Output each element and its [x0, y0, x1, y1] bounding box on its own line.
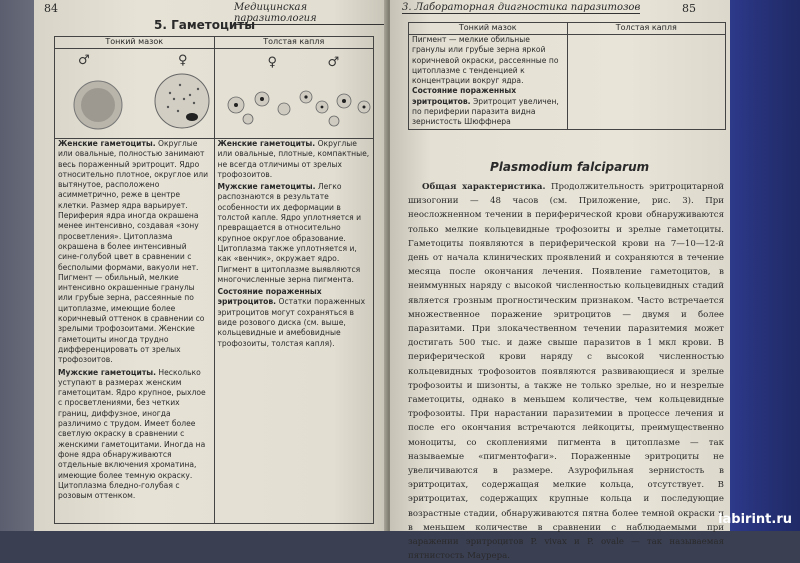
thick-female-text: Округлые или овальные, плотные, компактные, не всегда отличимы от зрелых трофозоитов.: [217, 139, 370, 179]
general-characteristics-text: Продолжительность эритроцитарной шизогонии — 48 часов (см. Приложение, рис. 3). При неосложненном течении в периферической крови обнаруживаются только мелкие кольцевидные трофозоиты и зрелые гаметоциты. Гаметоциты появляются в периферической крови на 7—10—12-й день от начала клинических проявлений и сохраняются в течение месяца после окончания лечения. Появление гаметоцитов, в неиммунных наряду с высокой численностью кольцевидных стадий является грозным прогностическим признаком. Часто встречается множественное поражение эритроцитов — двумя и более паразитами. При злокачественном течении паразитемия может достигать 500 тыс. и даже свыше паразитов в 1 мкл крови. В периферической крови наряду с высокой численностью кольцевидных трофозоитов появляются развивающиеся и зрелые трофозоиты и шизонты, а также не только зрелые, но и незрелые гаметоциты, однако в меньшем количестве, чем кольцевидные трофозоиты. При нарастании паразитемии в процессе лечения и после его окончания встречаются лейкоциты, преимущественно моноциты, со скоплениями пигмента в цитоплазме — так называемые «пигментофаги». Пораженные эритроциты не увеличиваются в размере. Азурофильная зернистость в эритроцитах, содержащая мелкие кольца, отсутствует. В эритроцитах, содержащих крупные кольца и последующие возрастные стадии, обнаруживаются пятна более темной окраски и в меньшем количестве в сравнении с наблюдаемыми при заражении эритроцитов P. vivax и P. ovale — так называемая пятнистость Маурера.: [408, 182, 724, 562]
section-title: Plasmodium falciparum: [490, 160, 650, 174]
general-characteristics-paragraph: [408, 180, 724, 563]
thick-erythrocyte-heading: Состояние пораженных эритроцитов.: [217, 287, 322, 307]
thin-smear-description: [55, 139, 215, 524]
page-number: 84: [44, 2, 58, 15]
gametocyte-table: [54, 36, 374, 524]
female-symbol: ♀: [178, 53, 188, 68]
erythrocyte-heading: Состояние пораженных эритроцитов.: [412, 86, 517, 106]
general-characteristics-heading: Общая характеристика.: [422, 182, 546, 192]
erythrocyte-paragraph: [412, 86, 564, 127]
male-symbol: ♂: [78, 53, 90, 68]
thin-smear-continued: [409, 35, 568, 130]
male-gametocyte-text: Несколько уступают в размерах женским гаметоцитам. Ядро крупное, рыхлое с просветлениями, без четких границ, диффузное, иногда различимо с трудом. Имеет более светлую окраску в сравнении с женскими гаметоцитами. Иногда на фоне ядра обнаруживаются отдельные включения хроматина, имеющие более темную окраску. Цитоплазма бледно-голубая с розовым оттенком.: [58, 367, 206, 501]
thick-female-heading: Женские гаметоциты.: [217, 139, 316, 148]
thick-female-paragraph: [218, 139, 371, 180]
thick-drop-cells: [218, 49, 376, 137]
thin-smear-cells: [58, 49, 216, 137]
thick-drop-continued-empty: [567, 35, 726, 130]
gametocyte-table-continued: [408, 22, 726, 130]
col-header-thin: Тонкий мазок: [409, 23, 568, 35]
col-header-thin: Тонкий мазок: [55, 37, 215, 49]
col-header-thick: Толстая капля: [214, 37, 374, 49]
table-title: 5. Гаметоциты: [154, 18, 256, 32]
female-gametocyte-heading: Женские гаметоциты.: [58, 139, 156, 148]
female-gametocyte-paragraph: [58, 139, 211, 366]
page-number: 85: [682, 2, 696, 15]
thick-drop-illustration: [214, 49, 374, 139]
right-page: [390, 0, 730, 562]
watermark: labirint.ru: [718, 512, 792, 527]
female-gametocyte-cell: [155, 74, 209, 128]
erythrocyte-text: Эритроцит увеличен, по периферии паразита видна зернистость Шюффнера: [412, 96, 559, 127]
thick-erythrocyte-paragraph: [218, 287, 371, 349]
male-gametocyte-paragraph: [58, 368, 211, 502]
running-head: Медицинская паразитология: [234, 2, 386, 25]
pigment-text: Пигмент — мелкие обильные гранулы или грубые зерна яркой коричневой окраски, рассеянные по цитоплазме с тенденцией к концентрации вокруг ядра.: [412, 35, 559, 86]
left-page: [34, 0, 386, 531]
thin-smear-illustration: [55, 49, 215, 139]
book-cover: [730, 0, 800, 531]
female-gametocyte-text: Округлые или овальные, полностью занимают весь пораженный эритроцит. Ядро относительно плотное, округлое или вытянутое, расположено асимметрично, реже в центре клетки. Размер ядра варьирует. Периферия ядра иногда окрашена менее интенсивно, создавая «зону просветления». Цитоплазма окрашена в более интенсивный сине-голубой цвет в сравнении с бесполыми формами, вакуоли нет. Пигмент — обильный, мелкие интенсивно окрашенные гранулы или грубые зерна, рассеянные по цитоплазме, имеющие более коричневый оттенок в сравнении со зрелыми трофозоитами. Женские гаметоциты иногда трудно дифференцировать от зрелых трофозоитов.: [58, 139, 209, 365]
running-head: 3. Лабораторная диагностика паразитозов: [402, 2, 641, 13]
thick-male-text: Легко распознаются в результате особенности их деформации в толстой капле. Ядро уплотняется и превращается в относительно крупное округлое образование. Цитоплазма также уплотняется и, как «венчик», окружает ядро. Пигмент в цитоплазме выявляются многочисленные зерна пигмента.: [217, 182, 362, 284]
thick-male-heading: Мужские гаметоциты.: [217, 182, 316, 192]
thick-male-paragraph: [218, 182, 371, 285]
col-header-thick: Толстая капля: [567, 23, 726, 35]
thick-drop-description: [214, 139, 374, 524]
female-symbol: ♀: [267, 55, 278, 70]
male-gametocyte-heading: Мужские гаметоциты.: [58, 367, 157, 377]
body-text: [408, 180, 724, 563]
male-gametocyte-cell: [74, 81, 122, 129]
pigment-paragraph: [412, 35, 564, 86]
male-symbol: ♂: [327, 55, 340, 70]
thick-erythrocyte-text: Остатки пораженных эритроцитов могут сохраняться в виде розового диска (см. выше, кольцевидные и амебовидные трофозоиты, толстая капля).: [217, 297, 366, 348]
